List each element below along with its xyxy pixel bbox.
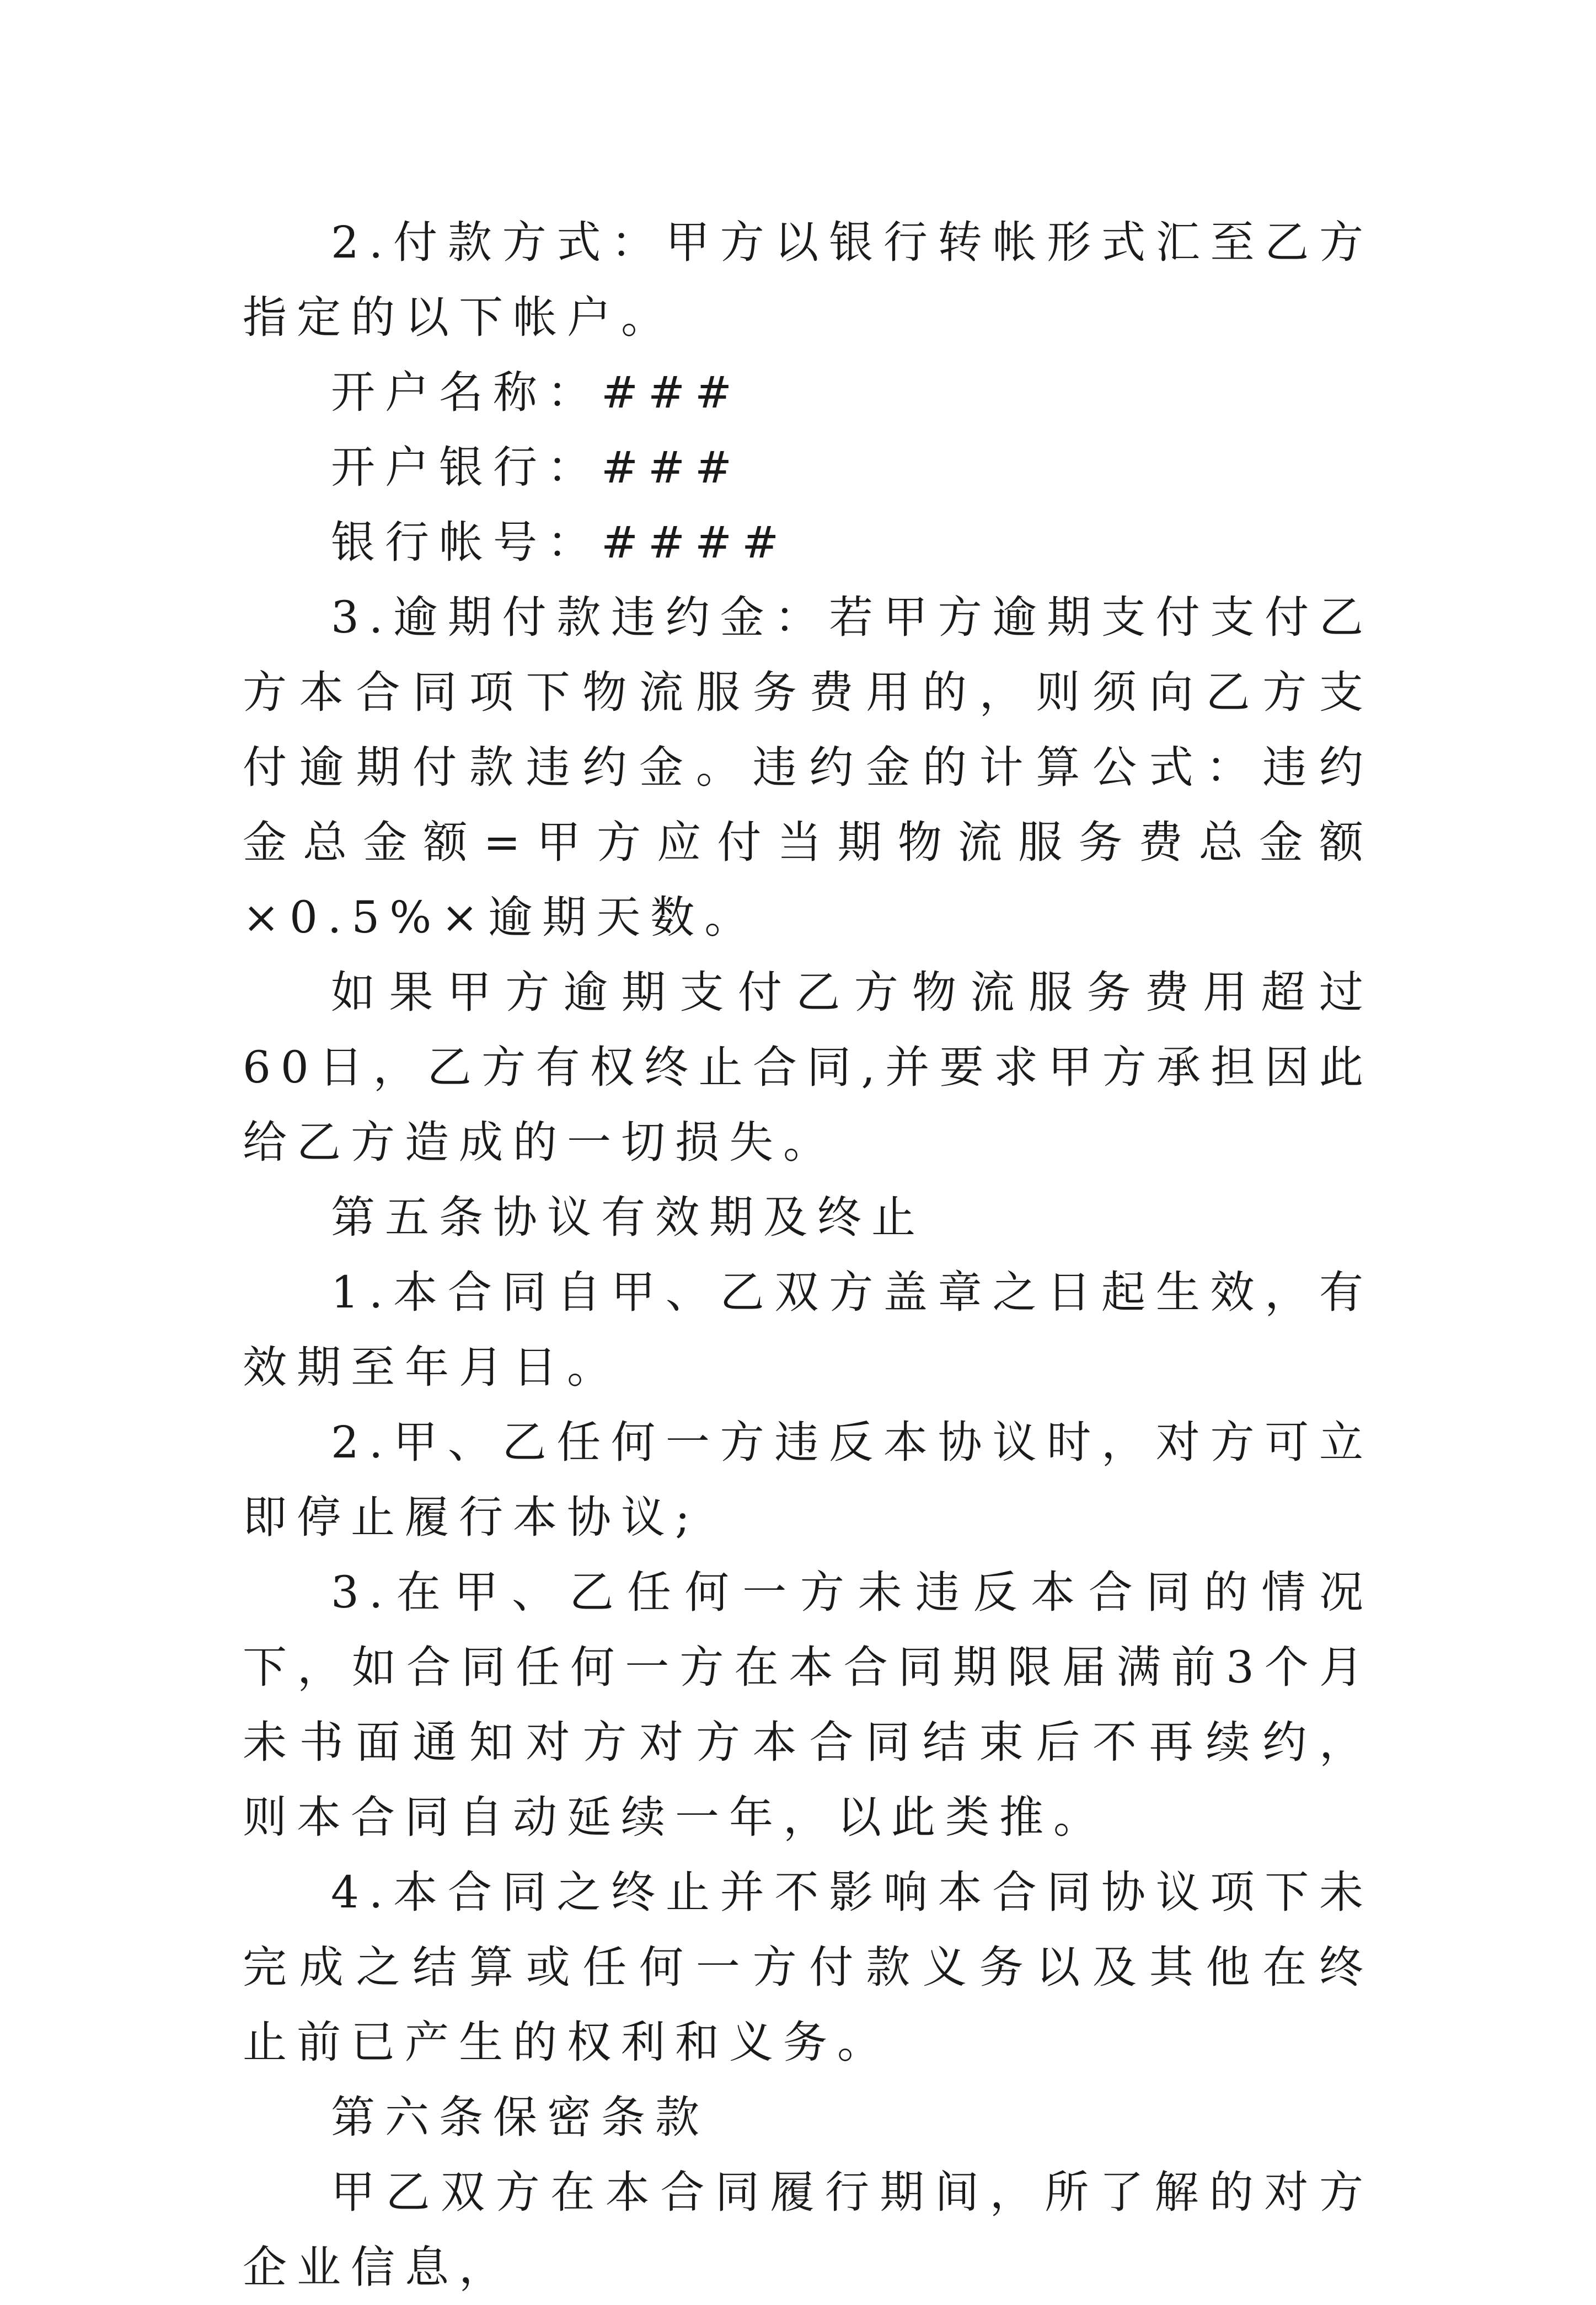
paragraph-account-bank: 开户银行：###	[331, 442, 742, 493]
heading-article-6: 第六条保密条款	[331, 2092, 709, 2143]
paragraph-termination-right: 如果甲方逾期支付乙方物流服务费用超过60日，乙方有权终止合同,并要求甲方承担因此给乙方造成的一切损失。	[243, 967, 1373, 1168]
heading-article-5: 第五条协议有效期及终止	[331, 1192, 925, 1243]
paragraph-late-payment-penalty: 3.逾期付款违约金：若甲方逾期支付支付乙方本合同项下物流服务费用的，则须向乙方支付逾期付款违约金。违约金的计算公式：违约金总金额=甲方应付当期物流服务费总金额×0.5%×逾期天数。	[243, 592, 1373, 943]
paragraph-breach-stop: 2.甲、乙任何一方违反本协议时，对方可立即停止履行本协议;	[243, 1417, 1373, 1543]
paragraph-auto-renewal: 3.在甲、乙任何一方未违反本合同的情况下，如合同任何一方在本合同期限届满前3个月未书面通知对方对方本合同结束后不再续约，则本合同自动延续一年，以此类推。	[243, 1567, 1373, 1843]
document-body	[243, 205, 1373, 2305]
paragraph-payment-method: 2.付款方式：甲方以银行转帐形式汇至乙方指定的以下帐户。	[243, 217, 1373, 343]
paragraph-confidentiality: 甲乙双方在本合同履行期间，所了解的对方企业信息，	[243, 2167, 1373, 2293]
paragraph-effective-date: 1.本合同自甲、乙双方盖章之日起生效，有效期至年月日。	[243, 1267, 1373, 1393]
paragraph-account-number: 银行帐号：####	[331, 517, 789, 568]
paragraph-account-name: 开户名称：###	[331, 367, 742, 418]
paragraph-termination-effect: 4.本合同之终止并不影响本合同协议项下未完成之结算或任何一方付款义务以及其他在终止前已产生的权利和义务。	[243, 1867, 1373, 2068]
